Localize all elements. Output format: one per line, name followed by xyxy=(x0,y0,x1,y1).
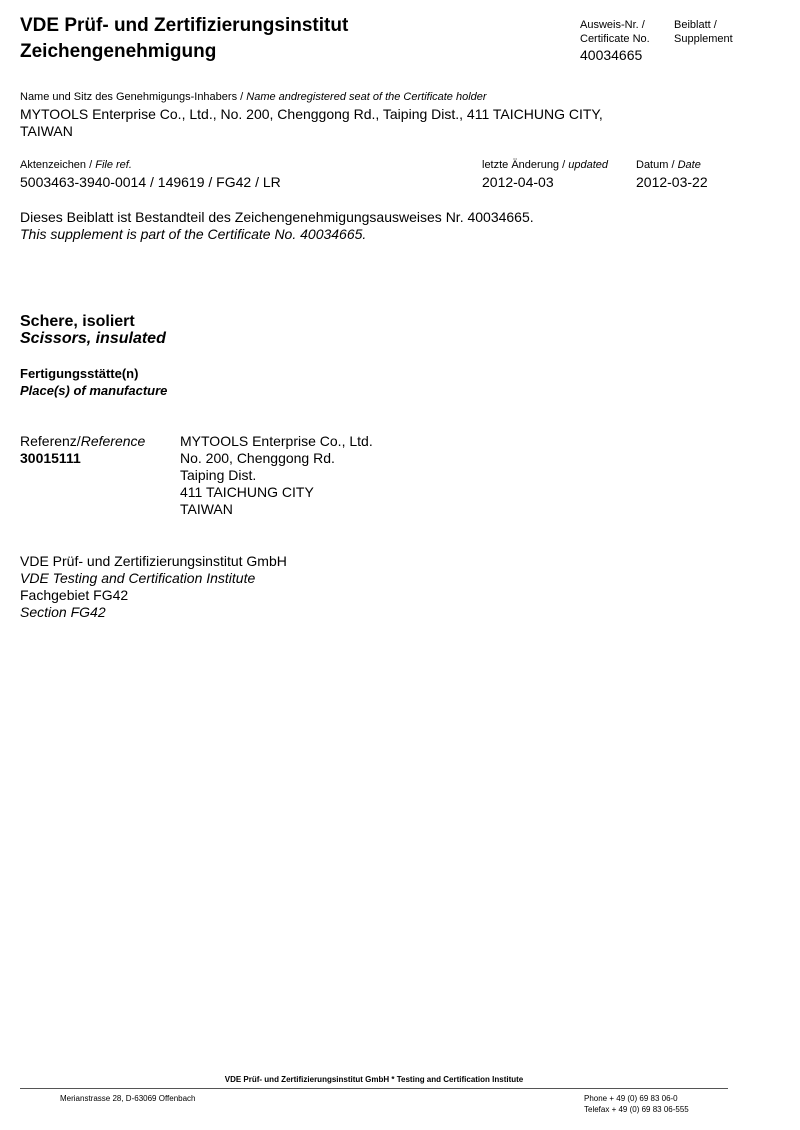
footer-divider xyxy=(20,1088,728,1089)
date-value: 2012-03-22 xyxy=(636,174,708,190)
issuer-line1: VDE Prüf- und Zertifizierungsinstitut GmbH xyxy=(20,553,287,569)
holder-label-en: Name andregistered seat of the Certificate holder xyxy=(246,91,487,103)
date-label xyxy=(636,158,701,172)
updated-label xyxy=(482,158,608,172)
address-line: 411 TAICHUNG CITY xyxy=(180,484,314,500)
address-line: MYTOOLS Enterprise Co., Ltd. xyxy=(180,433,373,449)
file-ref-label-de: Aktenzeichen xyxy=(20,159,87,171)
product-de: Schere, isoliert xyxy=(20,313,135,330)
footer-center: VDE Prüf- und Zertifizierungsinstitut GmbH * Testing and Certification Institute xyxy=(224,1075,524,1084)
date-label-en: Date xyxy=(677,159,701,171)
slash: / xyxy=(713,19,717,31)
address-line: TAIWAN xyxy=(180,501,233,517)
date-label-de: Datum xyxy=(636,159,669,171)
issuer-line4: Section FG42 xyxy=(20,604,106,620)
footer-fax: Telefax + 49 (0) 69 83 06-555 xyxy=(584,1105,689,1114)
supplement-label-de xyxy=(674,18,717,32)
supplement-note-de: Dieses Beiblatt ist Bestandteil des Zeichengenehmigungsausweises Nr. 40034665. xyxy=(20,209,534,225)
reference-label xyxy=(20,433,145,450)
page-title-line2: Zeichengenehmigung xyxy=(20,41,217,62)
cert-label-de xyxy=(580,18,645,32)
manufacture-en: Place(s) of manufacture xyxy=(20,383,168,398)
updated-label-en: updated xyxy=(568,159,609,171)
issuer-line2: VDE Testing and Certification Institute xyxy=(20,570,256,586)
supplement-label-en: Supplement xyxy=(674,33,733,45)
file-ref-label xyxy=(20,158,132,172)
updated-value: 2012-04-03 xyxy=(482,174,554,190)
address-line: Taiping Dist. xyxy=(180,467,257,483)
reference-label-en: Reference xyxy=(80,433,146,449)
issuer-line3: Fachgebiet FG42 xyxy=(20,587,129,603)
footer-phone: Phone + 49 (0) 69 83 06-0 xyxy=(584,1094,678,1103)
slash: / xyxy=(641,19,645,31)
supplement-label-de-text: Beiblatt xyxy=(674,19,711,31)
footer-address: Merianstrasse 28, D-63069 Offenbach xyxy=(60,1094,196,1103)
holder-line1: MYTOOLS Enterprise Co., Ltd., No. 200, Chenggong Rd., Taiping Dist., 411 TAICHUNG CITY, xyxy=(20,106,603,122)
holder-label-de: Name und Sitz des Genehmigungs-Inhabers xyxy=(20,91,238,103)
slash: / xyxy=(240,91,244,103)
address-line: No. 200, Chenggong Rd. xyxy=(180,450,335,466)
page-title-line1: VDE Prüf- und Zertifizierungsinstitut xyxy=(20,15,349,36)
reference-number: 30015111 xyxy=(20,450,81,466)
updated-label-de: letzte Änderung xyxy=(482,159,560,171)
cert-label-en: Certificate No. xyxy=(580,33,650,45)
slash: / xyxy=(562,159,566,171)
file-ref-value: 5003463-3940-0014 / 149619 / FG42 / LR xyxy=(20,174,281,190)
product-en: Scissors, insulated xyxy=(20,330,166,347)
holder-line2: TAIWAN xyxy=(20,123,73,139)
reference-label-de: Referenz/ xyxy=(20,433,81,449)
cert-number: 40034665 xyxy=(580,47,643,63)
slash: / xyxy=(89,159,93,171)
holder-label xyxy=(20,90,487,104)
supplement-note-en: This supplement is part of the Certificate No. 40034665. xyxy=(20,226,367,242)
slash: / xyxy=(671,159,675,171)
manufacture-de: Fertigungsstätte(n) xyxy=(20,366,139,381)
cert-label-de-text: Ausweis-Nr. xyxy=(580,19,639,31)
file-ref-label-en: File ref. xyxy=(95,159,132,171)
